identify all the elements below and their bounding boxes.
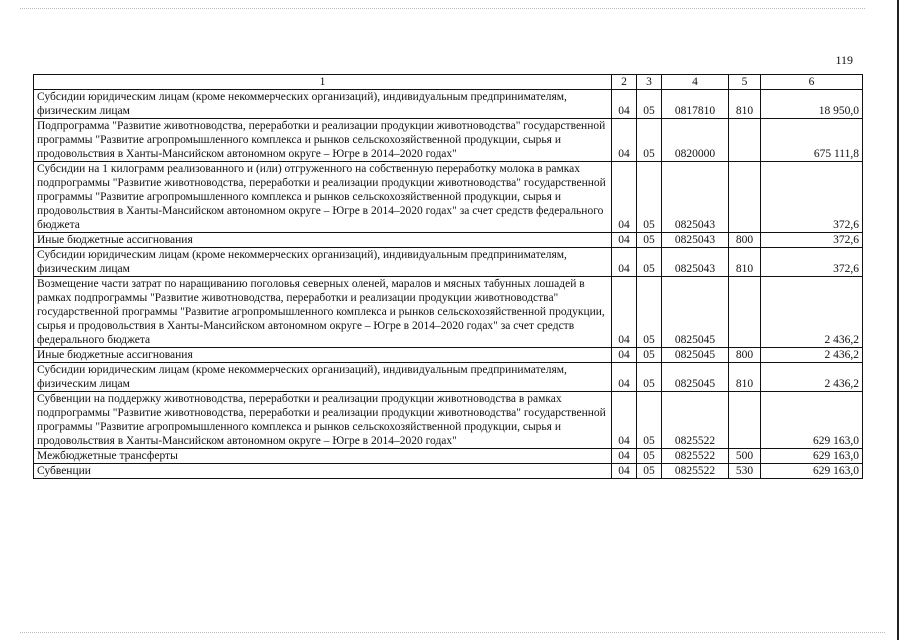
row-expense-type: 800 xyxy=(729,348,761,363)
row-description: Иные бюджетные ассигнования xyxy=(34,348,612,363)
row-amount: 2 436,2 xyxy=(761,348,863,363)
row-amount: 2 436,2 xyxy=(761,363,863,392)
header-col-2: 2 xyxy=(612,75,637,90)
row-expense-type: 810 xyxy=(729,363,761,392)
row-description: Подпрограмма "Развитие животноводства, переработки и реализации продукции животноводства" государственной программы "Развитие агропромышленного комплекса и рынков сельскохозяйственной продукции, сырья и продовольствия в Ханты-Мансийском автономном округе – Югре в 2014–2020 годах" xyxy=(34,119,612,162)
row-description: Иные бюджетные ассигнования xyxy=(34,233,612,248)
row-subsection: 05 xyxy=(637,392,662,449)
row-expense-type: 800 xyxy=(729,233,761,248)
row-subsection: 05 xyxy=(637,248,662,277)
row-amount: 372,6 xyxy=(761,248,863,277)
row-amount: 629 163,0 xyxy=(761,392,863,449)
row-subsection: 05 xyxy=(637,277,662,348)
row-section: 04 xyxy=(612,363,637,392)
table-row xyxy=(34,233,863,248)
table-row xyxy=(34,277,863,348)
header-col-6: 6 xyxy=(761,75,863,90)
row-amount: 2 436,2 xyxy=(761,277,863,348)
row-amount: 629 163,0 xyxy=(761,449,863,464)
row-section: 04 xyxy=(612,277,637,348)
row-target-article: 0825522 xyxy=(662,392,729,449)
row-section: 04 xyxy=(612,162,637,233)
row-amount: 18 950,0 xyxy=(761,90,863,119)
row-section: 04 xyxy=(612,392,637,449)
header-col-3: 3 xyxy=(637,75,662,90)
row-target-article: 0825043 xyxy=(662,162,729,233)
row-description: Субсидии юридическим лицам (кроме некоммерческих организаций), индивидуальным предпринимателям, физическим лицам xyxy=(34,90,612,119)
table-row xyxy=(34,119,863,162)
row-section: 04 xyxy=(612,248,637,277)
budget-table xyxy=(33,74,863,479)
row-target-article: 0825043 xyxy=(662,233,729,248)
row-target-article: 0825522 xyxy=(662,449,729,464)
table-row xyxy=(34,392,863,449)
row-subsection: 05 xyxy=(637,119,662,162)
table-row xyxy=(34,90,863,119)
row-target-article: 0825045 xyxy=(662,363,729,392)
row-description: Межбюджетные трансферты xyxy=(34,449,612,464)
page-number: 119 xyxy=(835,53,853,67)
row-section: 04 xyxy=(612,233,637,248)
header-col-1: 1 xyxy=(34,75,612,90)
row-description: Субсидии на 1 килограмм реализованного и (или) отгруженного на собственную переработку молока в рамках подпрограммы "Развитие животноводства, переработки и реализации продукции животноводства" государственной программы "Развитие агропромышленного комплекса и рынков сельскохозяйственной продукции, сырья и продовольствия в Ханты-Мансийском автономном округе – Югре в 2014–2020 годах" за счет средств федерального бюджета xyxy=(34,162,612,233)
row-section: 04 xyxy=(612,90,637,119)
table-header-row xyxy=(34,75,863,90)
row-subsection: 05 xyxy=(637,464,662,479)
row-description: Субвенции на поддержку животноводства, переработки и реализации продукции животноводства в рамках подпрограммы "Развитие животноводства, переработки и реализации продукции животноводства" государственной программы "Развитие агропромышленного комплекса и рынков сельскохозяйственной продукции, сырья и продовольствия в Ханты-Мансийском автономном округе – Югре в 2014–2020 годах" xyxy=(34,392,612,449)
row-target-article: 0825043 xyxy=(662,248,729,277)
scan-artifact-top xyxy=(20,8,865,10)
table-row xyxy=(34,363,863,392)
table-row xyxy=(34,348,863,363)
row-expense-type: 500 xyxy=(729,449,761,464)
row-amount: 675 111,8 xyxy=(761,119,863,162)
row-subsection: 05 xyxy=(637,162,662,233)
table-row xyxy=(34,449,863,464)
row-expense-type xyxy=(729,392,761,449)
row-description: Возмещение части затрат по наращиванию поголовья северных оленей, маралов и мясных табунных лошадей в рамках подпрограммы "Развитие животноводства, переработки и реализации продукции животноводства" государственной программы "Развитие агропромышленного комплекса и рынков сельскохозяйственной продукции, сырья и продовольствия в Ханты-Мансийском автономном округе – Югре в 2014–2020 годах" за счет средств федерального бюджета xyxy=(34,277,612,348)
row-section: 04 xyxy=(612,449,637,464)
row-target-article: 0825045 xyxy=(662,277,729,348)
row-subsection: 05 xyxy=(637,449,662,464)
header-col-5: 5 xyxy=(729,75,761,90)
row-description: Субвенции xyxy=(34,464,612,479)
row-amount: 372,6 xyxy=(761,233,863,248)
row-subsection: 05 xyxy=(637,348,662,363)
row-target-article: 0817810 xyxy=(662,90,729,119)
row-expense-type: 530 xyxy=(729,464,761,479)
scan-edge xyxy=(897,0,899,640)
row-description: Субсидии юридическим лицам (кроме некоммерческих организаций), индивидуальным предпринимателям, физическим лицам xyxy=(34,248,612,277)
row-expense-type xyxy=(729,162,761,233)
row-section: 04 xyxy=(612,119,637,162)
table-row xyxy=(34,248,863,277)
row-description: Субсидии юридическим лицам (кроме некоммерческих организаций), индивидуальным предпринимателям, физическим лицам xyxy=(34,363,612,392)
row-expense-type xyxy=(729,277,761,348)
row-target-article: 0825045 xyxy=(662,348,729,363)
row-target-article: 0820000 xyxy=(662,119,729,162)
table-row xyxy=(34,162,863,233)
row-expense-type xyxy=(729,119,761,162)
scan-artifact-bottom xyxy=(20,632,885,634)
row-expense-type: 810 xyxy=(729,248,761,277)
header-col-4: 4 xyxy=(662,75,729,90)
budget-table-container xyxy=(33,74,862,479)
row-subsection: 05 xyxy=(637,233,662,248)
row-amount: 629 163,0 xyxy=(761,464,863,479)
row-expense-type: 810 xyxy=(729,90,761,119)
row-subsection: 05 xyxy=(637,90,662,119)
row-section: 04 xyxy=(612,348,637,363)
table-row xyxy=(34,464,863,479)
row-target-article: 0825522 xyxy=(662,464,729,479)
row-subsection: 05 xyxy=(637,363,662,392)
row-section: 04 xyxy=(612,464,637,479)
row-amount: 372,6 xyxy=(761,162,863,233)
